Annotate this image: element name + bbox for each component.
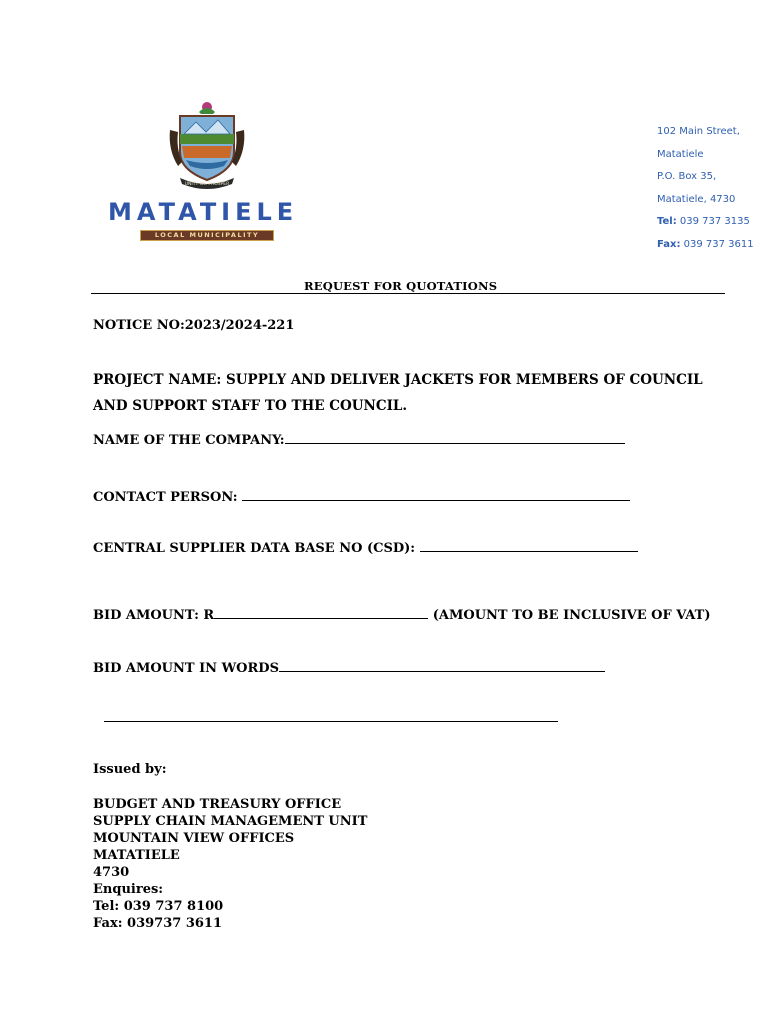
issuer-line: MOUNTAIN VIEW OFFICES	[93, 831, 295, 846]
logo-wordmark: MATATIELE	[108, 198, 299, 226]
issuer-line: BUDGET AND TREASURY OFFICE	[93, 797, 342, 812]
address-line: Matatiele, 4730	[657, 193, 736, 205]
issuer-block	[93, 796, 367, 932]
contact-person-blank[interactable]	[242, 488, 630, 501]
municipal-crest	[166, 100, 248, 192]
company-name-label: NAME OF THE COMPANY:	[93, 433, 285, 448]
fax-line	[657, 234, 754, 257]
project-name: PROJECT NAME: SUPPLY AND DELIVER JACKETS FOR MEMBERS OF COUNCIL AND SUPPORT STAFF TO THE COUNCIL.	[93, 372, 703, 414]
address-line: Matatiele	[657, 148, 704, 160]
tel-label: Tel:	[657, 216, 677, 227]
bid-amount-label: BID AMOUNT: R	[93, 608, 215, 623]
company-name-blank[interactable]	[285, 431, 625, 444]
tel-value: 039 737 3135	[679, 216, 750, 227]
company-name-field	[93, 431, 625, 448]
fax-label: Fax:	[657, 238, 681, 250]
fax-value: 039 737 3611	[683, 238, 754, 250]
bid-words-field	[93, 659, 605, 676]
logo-subtitle: LOCAL MUNICIPALITY	[154, 231, 260, 239]
issued-by-label: Issued by:	[93, 762, 167, 777]
contact-person-field	[93, 488, 630, 505]
logo-subtitle-band	[140, 230, 274, 241]
address-line: 102 Main Street,	[657, 126, 740, 137]
address-line: P.O. Box 35,	[657, 171, 717, 182]
title-underline	[91, 293, 725, 294]
tel-line	[657, 211, 754, 234]
csd-blank[interactable]	[420, 539, 638, 552]
issuer-line: MATATIELE	[93, 848, 180, 863]
csd-label: CENTRAL SUPPLIER DATA BASE NO (CSD):	[93, 541, 420, 556]
issuer-line: Tel: 039 737 8100	[93, 899, 224, 914]
issuer-line: SUPPLY CHAIN MANAGEMENT UNIT	[93, 814, 368, 829]
bid-words-continuation-blank[interactable]	[104, 721, 558, 722]
document-title: REQUEST FOR QUOTATIONS	[304, 279, 498, 293]
bid-words-label: BID AMOUNT IN WORDS	[93, 661, 279, 676]
issuer-line: 4730	[93, 865, 130, 880]
notice-number: NOTICE NO:2023/2024-221	[93, 318, 295, 333]
csd-field	[93, 539, 638, 556]
bid-amount-field	[93, 606, 711, 623]
svg-text:UNITY WE PROSPER: UNITY WE PROSPER	[184, 182, 230, 187]
issuer-line: Fax: 039737 3611	[93, 916, 222, 931]
address-block	[657, 121, 754, 256]
bid-amount-note: (AMOUNT TO BE INCLUSIVE OF VAT)	[428, 608, 711, 623]
issuer-line: Enquires:	[93, 882, 164, 897]
bid-words-blank[interactable]	[279, 659, 605, 672]
bid-amount-blank[interactable]	[214, 606, 428, 619]
contact-person-label: CONTACT PERSON:	[93, 490, 243, 505]
